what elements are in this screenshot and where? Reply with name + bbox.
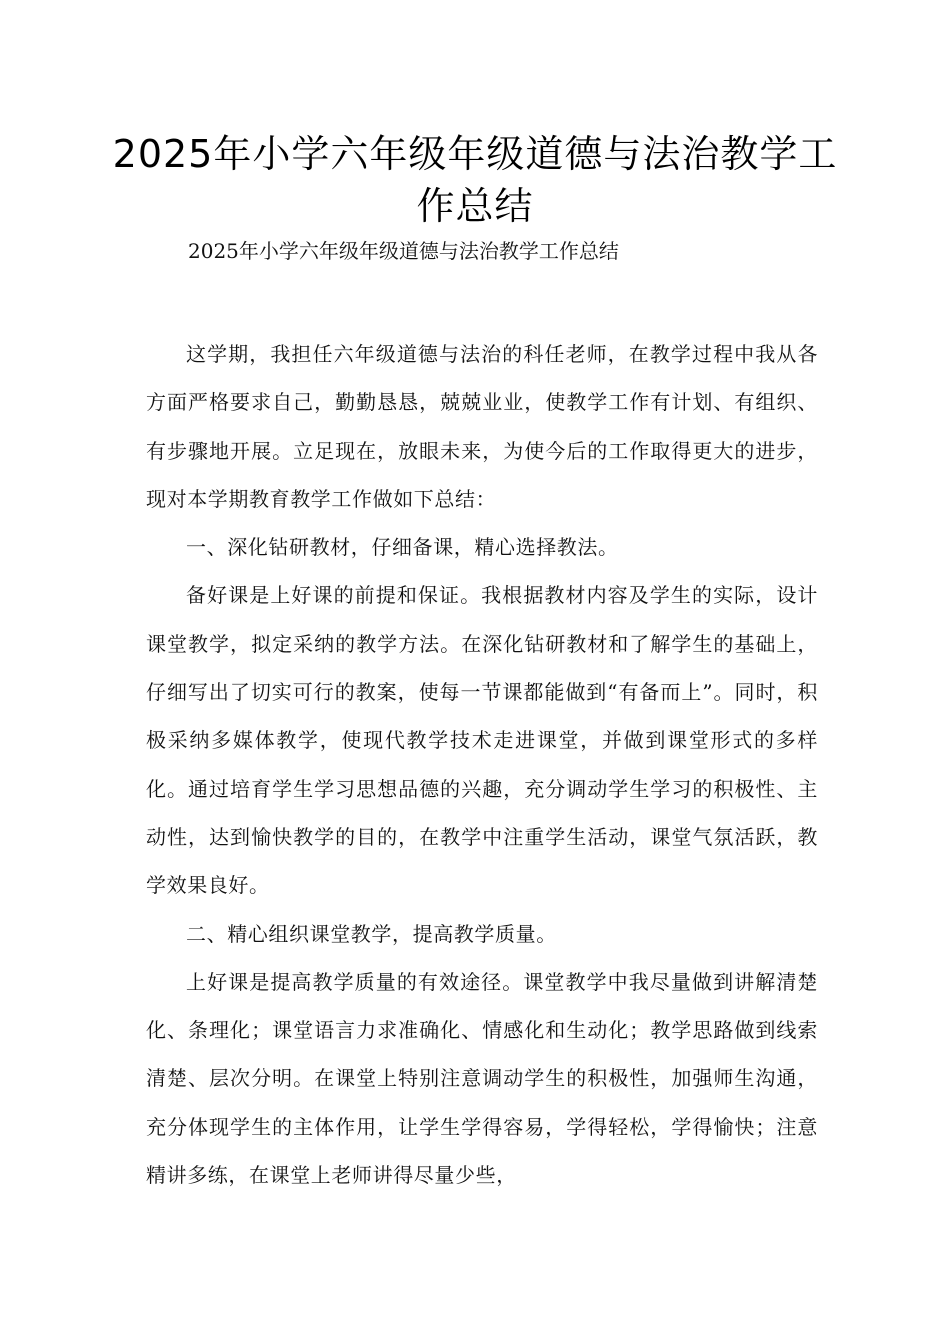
paragraph-intro: 这学期，我担任六年级道德与法治的科任老师，在教学过程中我从各方面严格要求自己，勤勤恳恳，兢兢业业，使教学工作有计划、有组织、有步骤地开展。立足现在，放眼未来，为使今后的工作取得更大的进步，现对本学期教育教学工作做如下总结：	[146, 342, 818, 511]
section-heading-1: 一、深化钻研教材，仔细备课，精心选择教法。	[186, 535, 619, 560]
document-subtitle: 2025年小学六年级年级道德与法治教学工作总结	[188, 239, 619, 263]
paragraph-lesson-preparation: 备好课是上好课的前提和保证。我根据教材内容及学生的实际，设计课堂教学，拟定采纳的教学方法。在深化钻研教材和了解学生的基础上，仔细写出了切实可行的教案，使每一节课都能做到“有备而上”。同时，积极采纳多媒体教学，使现代教学技术走进课堂，并做到课堂形式的多样化。通过培育学生学习思想品德的兴趣，充分调动学生学习的积极性、主动性，达到愉快教学的目的，在教学中注重学生活动，课堂气氛活跃，教学效果良好。	[146, 583, 818, 898]
section-heading-2: 二、精心组织课堂教学，提高教学质量。	[186, 921, 557, 946]
document-title: 2025年小学六年级年级道德与法治教学工作总结	[112, 132, 838, 228]
document-body	[146, 330, 818, 1199]
paragraph-classroom-teaching: 上好课是提高教学质量的有效途径。课堂教学中我尽量做到讲解清楚化、条理化；课堂语言力求准确化、情感化和生动化；教学思路做到线索清楚、层次分明。在课堂上特别注意调动学生的积极性，加强师生沟通，充分体现学生的主体作用，让学生学得容易，学得轻松，学得愉快；注意精讲多练，在课堂上老师讲得尽量少些，	[146, 969, 818, 1188]
